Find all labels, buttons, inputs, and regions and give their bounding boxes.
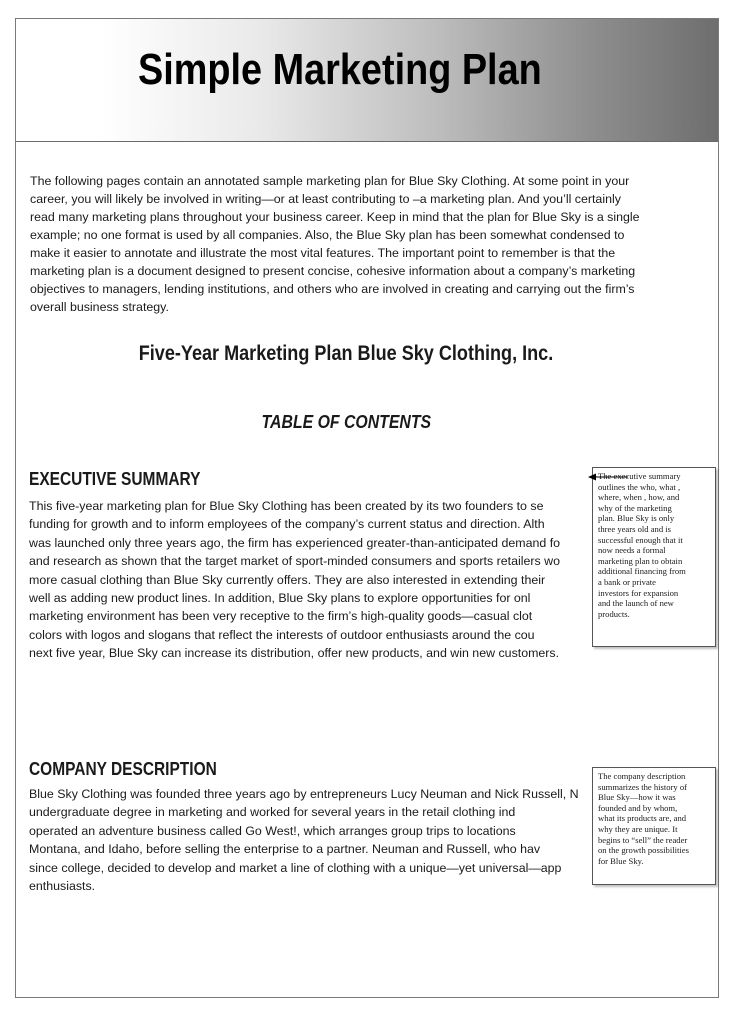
note-line: Blue Sky—how it was [598,792,676,803]
document-page [15,18,719,998]
body-line: well as adding new product lines. In addition, Blue Sky plans to explore opportunities for onl [29,591,531,606]
body-line: Blue Sky Clothing was founded three years ago by entrepreneurs Lucy Neuman and Nick Russell, N [29,787,579,801]
body-line: Montana, and Idaho, before selling the enterprise to a partner. Neuman and Russell, who hav [29,842,541,857]
note-line: now needs a formal [598,545,666,556]
note-line: marketing plan to obtain [598,555,683,566]
body-line: colors with logos and slogans that reflect the interests of outdoor enthusiasts around the cou [29,627,535,642]
note-line: successful enough that it [598,534,683,545]
intro-line: career, you will likely be involved in writing—or at least contributing to –a marketing plan. And you’ll certainly [30,192,621,206]
company-description-heading: COMPANY DESCRIPTION [29,759,217,779]
executive-summary-annotation [592,467,716,647]
note-line: why of the marketing [598,502,672,513]
body-line: was launched only three years ago, the firm has experienced greater-than-anticipated demand fo [29,535,561,550]
body-line: and research as shown that the target market of sport-minded consumers and sports retailers wo [29,554,560,569]
intro-line: read many marketing plans throughout your business career. Keep in mind that the plan for Blue Sky is a single [30,210,640,224]
plan-heading [16,342,676,366]
intro-line: objectives to managers, lending institutions, and others who are involved in creating and carrying out the firm’s [30,282,635,296]
plan-heading-text: Five-Year Marketing Plan Blue Sky Clothing, Inc. [138,342,554,365]
note-line: The executive summary [598,471,681,481]
document-title: Simple Marketing Plan [138,45,542,94]
note-line: why they are unique. It [598,823,678,834]
body-line: undergraduate degree in marketing and worked for several years in the retail clothing ind [29,805,516,820]
body-line: operated an adventure business called Go West!, which arranges group trips to locations [29,823,516,838]
body-line: next five year, Blue Sky can increase its distribution, offer new products, and win new customers. [29,646,560,661]
note-line: and the launch of new [598,598,674,609]
note-line: a bank or private [598,576,656,587]
note-line: begins to “sell” the reader [598,834,688,845]
note-line: additional financing from [598,566,686,577]
note-line: on the growth possibilities [598,845,689,856]
toc-heading [16,412,676,433]
note-line: summarizes the history of [598,781,688,792]
intro-paragraph [30,172,692,316]
intro-line: overall business strategy. [30,300,169,314]
intro-line: marketing plan is a document designed to present concise, cohesive information about a company’s marketing [30,264,636,278]
intro-line: example; no one format is used by all companies. Also, the Blue Sky plan has been somewhat condensed to [30,228,625,242]
note-line: investors for expansion [598,587,679,598]
body-line: This five-year marketing plan for Blue Sky Clothing has been created by its two founders to se [29,499,544,513]
executive-summary-body [29,497,601,661]
intro-line: The following pages contain an annotated sample marketing plan for Blue Sky Clothing. At some point in your [30,174,630,188]
note-line: founded and by whom, [598,802,678,813]
note-line: what its products are, and [598,813,687,824]
executive-summary-heading: EXECUTIVE SUMMARY [29,469,201,489]
toc-heading-text: TABLE OF CONTENTS [261,412,431,432]
body-line: enthusiasts. [29,879,96,894]
annotation-arrow-icon [588,472,628,482]
intro-line: make it easier to annotate and illustrate the most vital features. The important point to remember is that the [30,246,616,260]
body-line: more casual clothing than Blue Sky currently offers. They are also interested in extending their [29,572,546,587]
company-description-annotation [592,767,716,885]
note-line: products. [598,608,630,619]
body-line: since college, decided to develop and market a line of clothing with a unique—yet universal—app [29,860,562,875]
body-line: marketing environment has been very receptive to the firm’s high-quality goods—casual clot [29,609,533,624]
note-line: The company description [598,771,686,781]
note-line: where, when , how, and [598,492,680,503]
company-description-body [29,785,601,915]
note-line: three years old and is [598,523,672,534]
note-line: outlines the who, what , [598,481,681,492]
note-line: plan. Blue Sky is only [598,513,675,524]
title-banner [16,19,718,142]
body-line: funding for growth and to inform employees of the company’s current status and direction. Alth [29,517,545,532]
note-line: for Blue Sky. [598,855,644,866]
